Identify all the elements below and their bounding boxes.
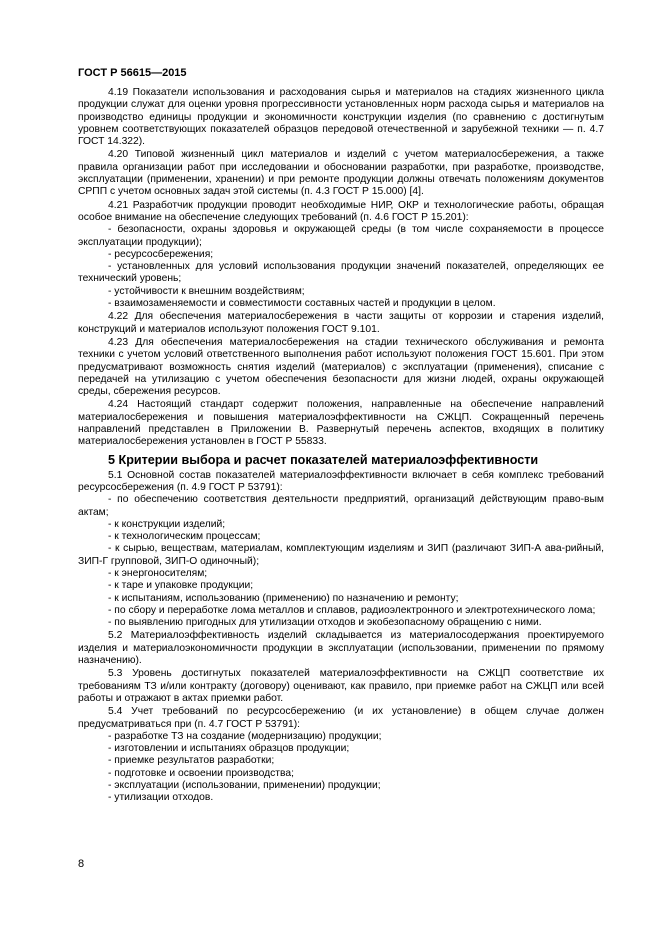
list-item: - к испытаниям, использованию (применению) по назначению и ремонту; [108, 592, 459, 604]
list-item: - установленных для условий использования продукции значений показателей, определяющих ее технический уровень; [78, 261, 604, 285]
paragraph-4-23: 4.23 Для обеспечения материалосбережения на стадии технического обслуживания и ремонта техники с учетом условий ответственного выполнения работ используют положения ГОСТ 15.601. При этом предусматривают возможность снятия изделий (материалов) с эксплуатации (применения), списание с передачей на утилизацию с учетом обеспечения безопасности для жизни людей, охраны окружающей среды, сбережения ресурсов. [78, 336, 604, 398]
paragraph-5-2: 5.2 Материалоэффективность изделий складывается из материалосодержания проектируемого изделия и материалоэкономичности продукции в эксплуатации (использовании, применении по прямому назначению). [78, 630, 604, 667]
paragraph-4-20: 4.20 Типовой жизненный цикл материалов и изделий с учетом материалосбережения, а также правила организации работ при исследовании и обосновании разработки, при разработке, производстве, эксплуатации (применении, хранении) и при ремонте продукции должны отвечать положениям документов СРПП с учетом основных задач этой системы (п. 4.3 ГОСТ Р 15.000) [4]. [78, 149, 604, 198]
list-item: - утилизации отходов. [108, 792, 214, 804]
paragraph-4-24: 4.24 Настоящий стандарт содержит положения, направленные на обеспечение направлений материалосбережения и повышения материалоэффективности на СЖЦП. Сокращенный перечень направлений представлен в Приложении В. Развернутый перечень аспектов, входящих в политику материалосбережения установлен в ГОСТ Р 55833. [78, 399, 604, 448]
paragraph-4-19: 4.19 Показатели использования и расходования сырья и материалов на стадиях жизненного цикла продукции служат для оценки уровня прогрессивности установленных норм расхода сырья и материалов на производство единицы продукции и экономичности конструкции изделия (по сравнению с достигнутым уровнем соответствующих показателей образцов передовой отечественной и зарубежной техники — п. 4.7 ГОСТ 14.322). [78, 87, 604, 148]
list-item: - к энергоносителям; [108, 567, 208, 579]
list-item: - безопасности, охраны здоровья и окружающей среды (в том числе сохраняемости в процессе эксплуатации продукции); [78, 224, 604, 248]
list-item: - к конструкции изделий; [108, 518, 226, 530]
section-heading-5: 5 Критерии выбора и расчет показателей материалоэффективности [108, 452, 539, 467]
paragraph-5-3: 5.3 Уровень достигнутых показателей материалоэффективности на СЖЦП соответствие их требованиям ТЗ и/или контракту (договору) оценивают, как правило, при приемке работ на СЖЦП или всей работы и отражают в актах приемки работ. [78, 668, 604, 704]
paragraph-5-4: 5.4 Учет требований по ресурсосбережению (и их установление) в общем случае должен предусматриваться при (п. 4.7 ГОСТ Р 53791): [78, 706, 604, 730]
paragraph-4-22: 4.22 Для обеспечения материалосбережения в части защиты от коррозии и старения изделий, конструкций и материалов используют положения ГОСТ 9.101. [78, 311, 604, 335]
document-body [78, 86, 604, 805]
list-item: - к таре и упаковке продукции; [108, 580, 254, 592]
list-item: - эксплуатации (использовании, применении) продукции; [108, 780, 381, 792]
list-item: - устойчивости к внешним воздействиям; [108, 285, 305, 297]
list-item: - изготовлении и испытаниях образцов продукции; [108, 743, 350, 755]
list-item: - приемке результатов разработки; [108, 755, 275, 767]
list-item: - разработке ТЗ на создание (модернизацию) продукции; [108, 730, 382, 742]
list-item: - по выявлению пригодных для утилизации отходов и экобезопасному обращению с ними. [108, 617, 542, 629]
list-item: - подготовке и освоении производства; [108, 767, 294, 779]
document-header: ГОСТ Р 56615—2015 [78, 67, 187, 79]
list-item: - по сбору и переработке лома металлов и сплавов, радиоэлектронного и электротехнического лома; [108, 604, 596, 616]
list-item: - к технологическим процессам; [108, 531, 261, 543]
list-item: - взаимозаменяемости и совместимости составных частей и продукции в целом. [108, 298, 496, 310]
list-item: - ресурсосбережения; [108, 248, 214, 260]
paragraph-5-1: 5.1 Основной состав показателей материалоэффективности включает в себя комплекс требований ресурсосбережения (п. 4.9 ГОСТ Р 53791): [78, 469, 604, 493]
list-item: - к сырью, веществам, материалам, комплектующим изделиям и ЗИП (различают ЗИП-А ава-рийный, ЗИП-Г групповой, ЗИП-О одиночный); [78, 543, 604, 567]
page-number: 8 [78, 858, 85, 870]
list-item: - по обеспечению соответствия деятельности предприятий, организаций действующим право-вым актам; [78, 494, 604, 518]
paragraph-4-21: 4.21 Разработчик продукции проводит необходимые НИР, ОКР и технологические работы, обращая особое внимание на обеспечение следующих требований (п. 4.6 ГОСТ Р 15.201): [78, 199, 604, 223]
